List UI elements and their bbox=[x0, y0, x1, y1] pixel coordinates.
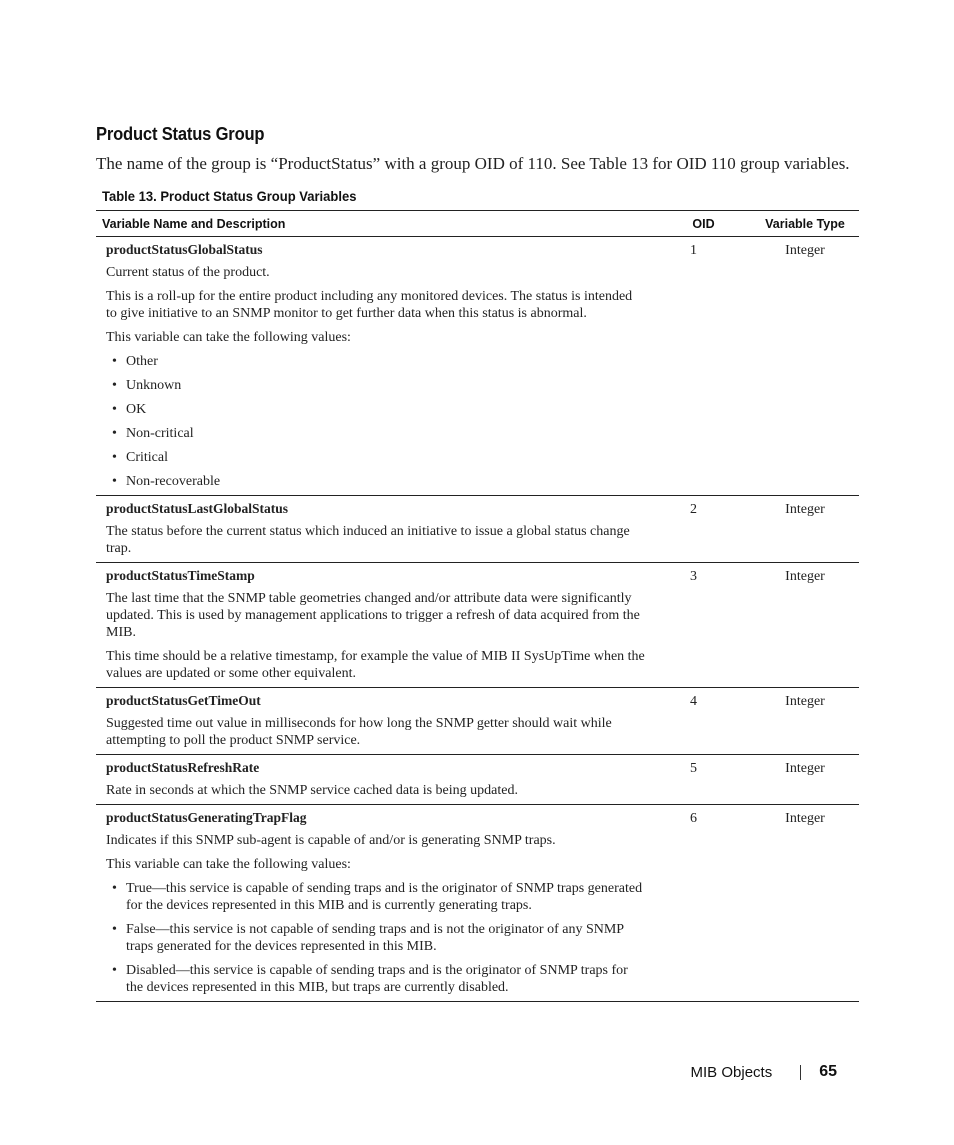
variable-name: productStatusLastGlobalStatus bbox=[106, 501, 289, 516]
list-item: • Non-critical bbox=[106, 425, 646, 442]
type-cell: Integer bbox=[751, 496, 859, 563]
variables-table bbox=[96, 210, 859, 1002]
page-number: 65 bbox=[819, 1063, 837, 1080]
type-cell: Integer bbox=[751, 237, 859, 496]
table-row bbox=[96, 563, 859, 688]
oid-cell: 5 bbox=[656, 755, 751, 805]
list-item: • True—this service is capable of sending traps and is the originator of SNMP traps generated for the devices represented in this MIB and is currently generating traps. bbox=[106, 880, 646, 914]
footer-chapter: MIB Objects bbox=[690, 1063, 773, 1081]
table-row bbox=[96, 237, 859, 496]
variable-description: This variable can take the following values: bbox=[106, 857, 351, 872]
type-cell: Integer bbox=[751, 805, 859, 1002]
type-cell: Integer bbox=[751, 688, 859, 755]
variable-description: The status before the current status which induced an initiative to issue a global status change trap. bbox=[106, 524, 630, 556]
variable-name: productStatusGetTimeOut bbox=[106, 693, 261, 708]
variable-description: Suggested time out value in milliseconds for how long the SNMP getter should wait while attempting to poll the product SNMP service. bbox=[106, 716, 612, 748]
page-content bbox=[96, 124, 859, 1002]
list-item: • Non-recoverable bbox=[106, 473, 646, 490]
variable-cell bbox=[96, 496, 656, 563]
oid-cell: 4 bbox=[656, 688, 751, 755]
section-intro: The name of the group is “ProductStatus” with a group OID of 110. See Table 13 for OID 110 group variables. bbox=[96, 154, 850, 173]
variable-description: The last time that the SNMP table geometries changed and/or attribute data were significantly updated. This is used by management applications to trigger a refresh of data acquired from the MIB. bbox=[106, 591, 640, 640]
variable-description: Rate in seconds at which the SNMP service cached data is being updated. bbox=[106, 783, 518, 798]
table-row bbox=[96, 496, 859, 563]
variable-description: Indicates if this SNMP sub-agent is capable of and/or is generating SNMP traps. bbox=[106, 833, 556, 848]
value-list bbox=[106, 353, 646, 490]
table-body bbox=[96, 237, 859, 1002]
table-row bbox=[96, 805, 859, 1002]
variable-description: This is a roll-up for the entire product including any monitored devices. The status is intended to give initiative to an SNMP monitor to get further data when this status is abnormal. bbox=[106, 289, 633, 321]
list-item: • Disabled—this service is capable of sending traps and is the originator of SNMP traps for the devices represented in this MIB, but traps are currently disabled. bbox=[106, 962, 646, 996]
variable-cell bbox=[96, 755, 656, 805]
section-heading: Product Status Group bbox=[96, 124, 265, 144]
variable-name: productStatusRefreshRate bbox=[106, 760, 260, 775]
table-row bbox=[96, 755, 859, 805]
oid-cell: 2 bbox=[656, 496, 751, 563]
variable-cell bbox=[96, 563, 656, 688]
page-footer bbox=[691, 1063, 837, 1081]
list-item: • Critical bbox=[106, 449, 646, 466]
table-caption: Table 13. Product Status Group Variables bbox=[102, 188, 357, 204]
value-list bbox=[106, 880, 646, 996]
variable-description: This time should be a relative timestamp, for example the value of MIB II SysUpTime when the values are updated or some other equivalent. bbox=[106, 649, 645, 681]
header-name: Variable Name and Description bbox=[96, 211, 656, 237]
variable-cell bbox=[96, 688, 656, 755]
header-oid: OID bbox=[656, 211, 751, 237]
variable-name: productStatusTimeStamp bbox=[106, 568, 255, 583]
list-item: • Unknown bbox=[106, 377, 646, 394]
variable-name: productStatusGeneratingTrapFlag bbox=[106, 810, 307, 825]
oid-cell: 1 bbox=[656, 237, 751, 496]
oid-cell: 6 bbox=[656, 805, 751, 1002]
list-item: • OK bbox=[106, 401, 646, 418]
table-header-row bbox=[96, 211, 859, 237]
footer-separator bbox=[800, 1065, 801, 1080]
variable-description: Current status of the product. bbox=[106, 265, 270, 280]
oid-cell: 3 bbox=[656, 563, 751, 688]
variable-description: This variable can take the following values: bbox=[106, 330, 351, 345]
type-cell: Integer bbox=[751, 563, 859, 688]
list-item: • Other bbox=[106, 353, 646, 370]
list-item: • False—this service is not capable of sending traps and is not the originator of any SNMP traps generated for the devices represented in this MIB. bbox=[106, 921, 646, 955]
type-cell: Integer bbox=[751, 755, 859, 805]
variable-cell bbox=[96, 805, 656, 1002]
table-row bbox=[96, 688, 859, 755]
variable-cell bbox=[96, 237, 656, 496]
variable-name: productStatusGlobalStatus bbox=[106, 242, 263, 257]
header-type: Variable Type bbox=[751, 211, 859, 237]
